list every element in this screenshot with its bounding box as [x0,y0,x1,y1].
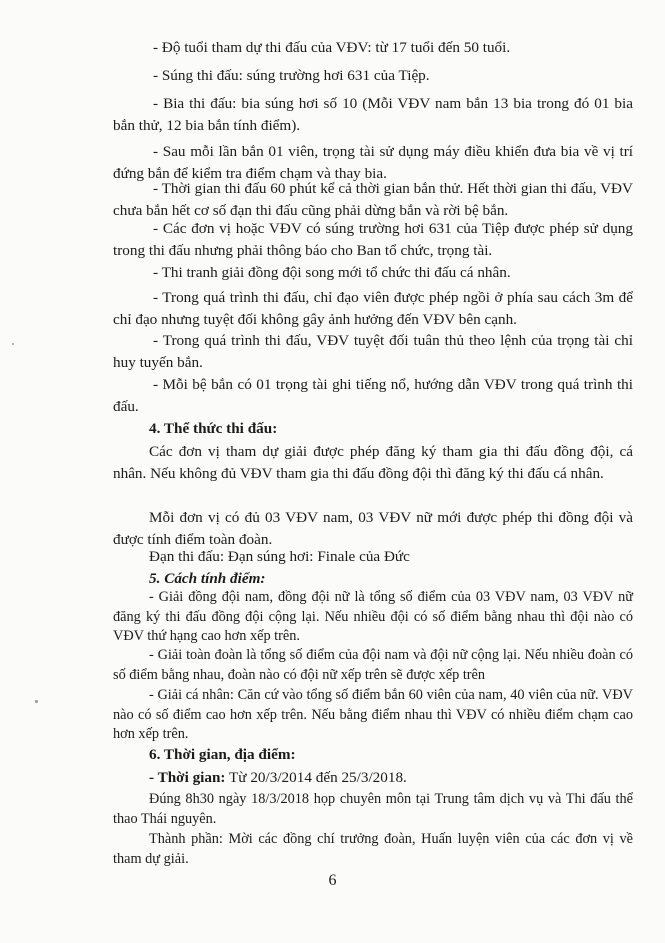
paragraph-meeting: Đúng 8h30 ngày 18/3/2018 họp chuyên môn tại Trung tâm dịch vụ và Thi đấu thể thao Thái nguyên. [113,791,633,827]
paragraph-ammo: Đạn thi đấu: Đạn súng hơi: Finale của Đức [149,548,410,565]
paragraph-registration: Các đơn vị tham dự giải được phép đăng ký tham gia thi đấu đồng đội, cá nhân. Nếu không đủ VĐV tham gia thi đấu đồng đội thì đăng ký thi đấu cá nhân. [113,443,633,482]
scan-speck [35,700,38,703]
heading-scoring: 5. Cách tính điểm: [149,570,266,587]
heading-time-place: 6. Thời gian, địa điểm: [149,746,296,763]
label-time: - Thời gian: [149,769,226,786]
paragraph-individual-scoring: - Giải cá nhân: Căn cứ vào tổng số điểm bắn 60 viên của nam, 40 viên của nữ. VĐV nào có số điểm cao hơn xếp trên. Nếu bằng điểm nhau thì VĐV có nhiều điểm chạm cao hơn xếp trên. [113,687,633,742]
value-dates: Từ 20/3/2014 đến 25/3/2018. [229,769,407,786]
paragraph-rifle: - Súng thi đấu: súng trường hơi 631 của Tiệp. [153,67,430,84]
paragraph-team-requirement: Mỗi đơn vị có đủ 03 VĐV nam, 03 VĐV nữ mới được phép thi đồng đội và được tính điểm toàn đoàn. [113,509,633,548]
paragraph-obey: - Trong quá trình thi đấu, VĐV tuyệt đối tuân thủ theo lệnh của trọng tài chỉ huy tuyến bắn. [113,332,633,371]
paragraph-participants: Thành phần: Mời các đồng chí trưởng đoàn, Huấn luyện viên của các đơn vị về tham dự giải. [113,831,633,867]
paragraph-age: - Độ tuổi tham dự thi đấu của VĐV: từ 17 tuổi đến 50 tuổi. [153,39,511,56]
paragraph-referee: - Mỗi bệ bắn có 01 trọng tài ghi tiếng nổ, hướng dẫn VĐV trong quá trình thi đấu. [113,376,633,415]
scan-speck [12,343,14,345]
paragraph-team-scoring: - Giải đồng đội nam, đồng đội nữ là tổng số điểm của 03 VĐV nam, 03 VĐV nữ đăng ký thi đấu đồng đội cộng lại. Nếu nhiều đội có số điểm bằng nhau thì đội nào có VĐV thứ hạng cao hơn xếp trên. [113,589,633,644]
paragraph-coach: - Trong quá trình thi đấu, chỉ đạo viên được phép ngồi ở phía sau cách 3m để chỉ đạo nhưng tuyệt đối không gây ảnh hưởng đến VĐV bên cạnh. [113,289,633,328]
paragraph-overall-scoring: - Giải toàn đoàn là tổng số điểm của đội nam và đội nữ cộng lại. Nếu nhiều đoàn có số điểm bằng nhau, đoàn nào có đội nữ xếp trên sẽ được xếp trên [113,647,633,683]
heading-format: 4. Thể thức thi đấu: [149,420,278,437]
paragraph-dates [113,767,633,789]
paragraph-time-limit: - Thời gian thi đấu 60 phút kể cả thời gian bắn thử. Hết thời gian thi đấu, VĐV chưa bắn hết cơ số đạn thi đấu cũng phải dừng bắn và rời bệ bắn. [113,180,633,219]
paragraph-own-rifle: - Các đơn vị hoặc VĐV có súng trường hơi 631 của Tiệp được phép sử dụng trong thi đấu nhưng phải thông báo cho Ban tổ chức, trọng tài. [113,220,633,259]
paragraph-target: - Bia thi đấu: bia súng hơi số 10 (Mỗi VĐV nam bắn 13 bia trong đó 01 bia bắn thử, 12 bia bắn tính điểm). [113,95,633,134]
paragraph-team-first: - Thi tranh giải đồng đội song mới tổ chức thi đấu cá nhân. [153,264,511,281]
paragraph-target-return: - Sau mỗi lần bắn 01 viên, trọng tài sử dụng máy điều khiển đưa bia về vị trí đứng bắn để kiểm tra điểm chạm và thay bia. [113,143,633,182]
page-number: 6 [328,872,337,889]
